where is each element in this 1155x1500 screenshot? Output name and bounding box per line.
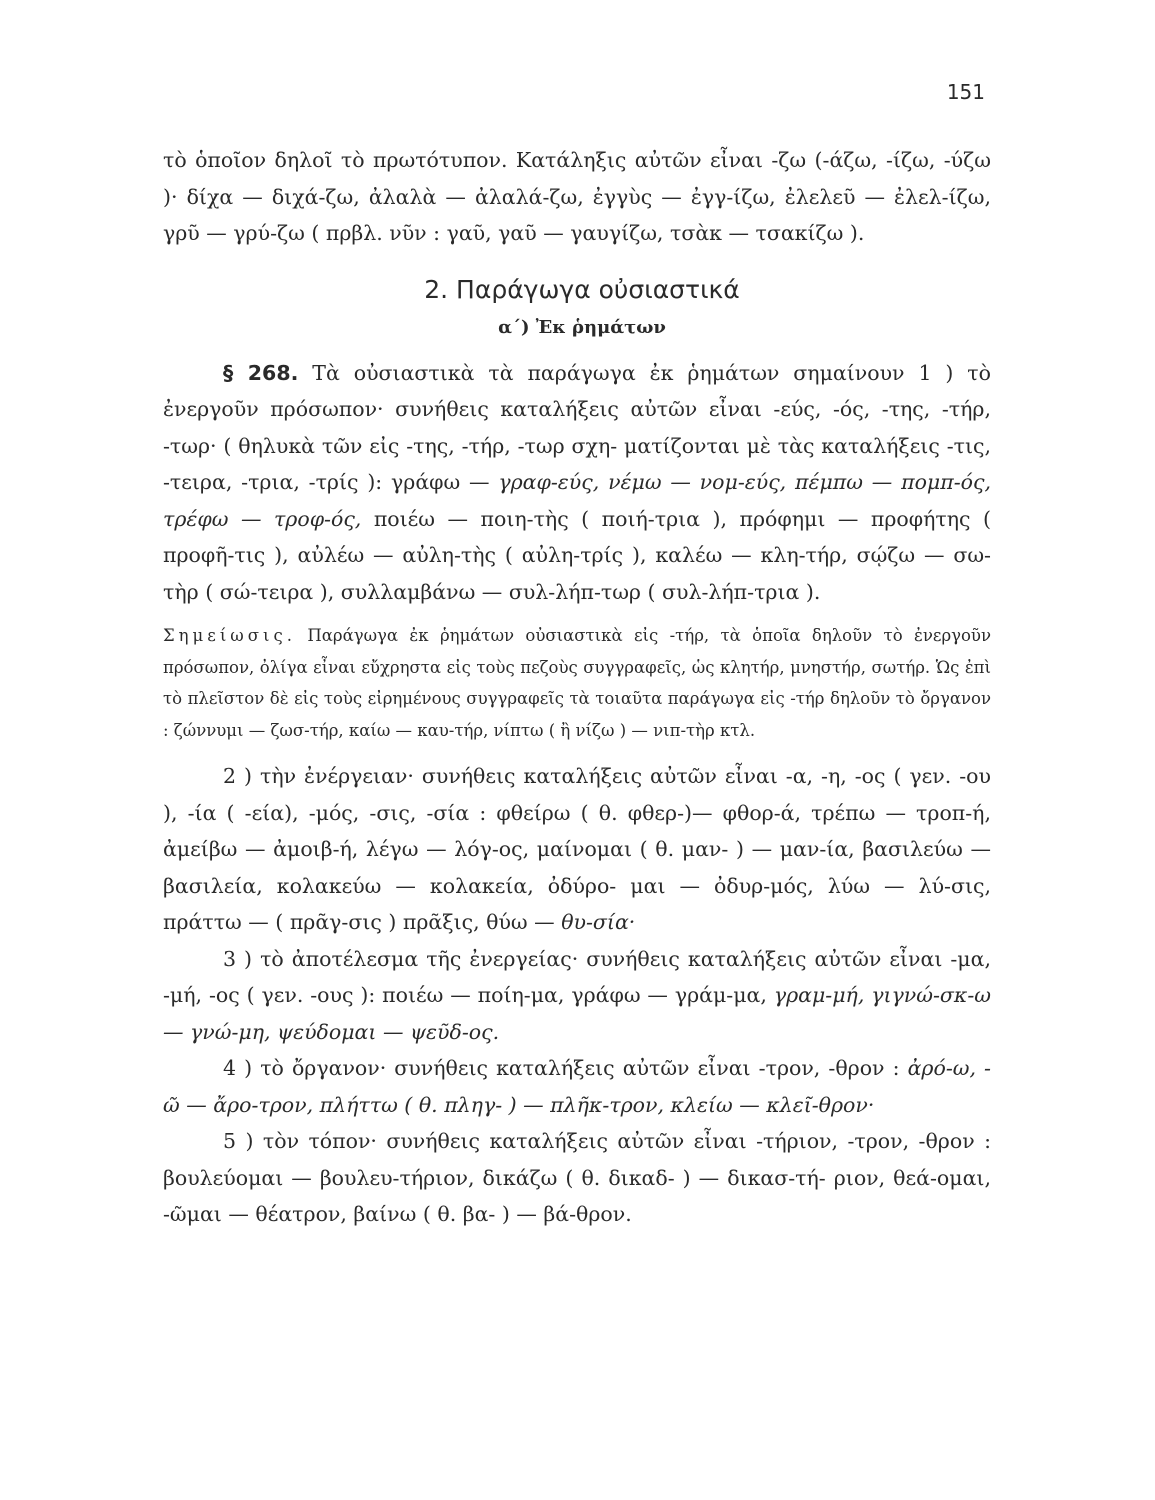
item-5-paragraph [163,1123,991,1233]
note-line: Παράγωγα ἐκ ῥημάτων οὐσιαστικὰ εἰς -τήρ, τὰ ὁποῖα [307,626,801,645]
text-line: ( σώ-τειρα ), συλλαμβάνω — συλ-λήπ-τωρ ( συλ-λήπ-τρια ). [205,579,821,604]
text-line: τσὰκ — τσακίζω ). [669,221,865,245]
text-line: κλεῖ-θρον· [766,1092,875,1117]
item-2-paragraph [163,758,991,941]
subsection-heading: α΄) Ἐκ ῥημάτων [498,317,666,338]
text-line: ριον, θεά-ομαι, -ῶμαι — θέατρον, βαίνω ( θ. βα- ) — βά-θρον. [163,1165,991,1226]
page-body [163,142,991,1233]
section-268-paragraph [163,355,991,611]
text-line: -εύς, -ός, -της, -τήρ, -τωρ· ( θηλυκὰ τῶν εἰς -της, -τήρ, -τωρ σχη- [163,397,991,458]
text-line: εἶναι -μα, -μή, -ος ( γεν. -ους ): ποιέω — ποίη-μα, γράφω — γράμ-μα, [163,946,991,1007]
text-line: 2 ) τὴν ἐνέργειαν· συνήθεις καταλήξεις αὐτῶν εἶναι -α, -η, -ος [223,764,886,788]
note-line: τὰ τοιαῦτα παράγωγα εἰς -τήρ δηλοῦν τὸ ὄργανον : ζώννυμι — ζωσ-τήρ, καίω — [163,689,991,740]
page-number: 151 [946,80,985,104]
note-line: δηλοῦν τὸ ἐνεργοῦν πρόσωπον, ὀλίγα εἶναι εὔχρηστα εἰς τοὺς πεζοὺς συγγραφεῖς, [163,626,991,677]
text-line: ἐλελεῦ — ἐλελ-ίζω, γρῦ — γρύ-ζω ( πρβλ. νῦν : γαῦ, γαῦ — γαυγίζω, [163,184,991,245]
text-line: τὸ ὁποῖον δηλοῖ τὸ πρωτότυπον. Κατάληξις αὐτῶν εἶναι -ζω (-άζω, [163,148,878,172]
text-line: μαν- ) — μαν-ία, βασιλεύω — βασιλεία, κολακεύω — κολακεία, ὀδύρο- [163,837,991,898]
intro-paragraph [163,142,991,252]
item-4-paragraph [163,1050,991,1123]
text-line: θυ-σία· [561,910,636,934]
text-line: ( γεν. -ου ), -ία ( -εία), -μός, -σις, -σία : φθείρω ( θ. φθερ-)— φθορ-ά, [163,764,991,825]
text-line: 5 ) τὸν τόπον· συνήθεις καταλήξεις αὐτῶν εἶναι -τήριον, -τρον, [223,1129,910,1153]
text-line: γραμ-μή, γιγνώ-σκ-ω — γνώ-μη, ψεύδομαι — ψεῦδ-ος. [163,983,991,1044]
text-line: -ίζω, -ύζω )· δίχα — διχά-ζω, ἀλαλὰ — ἀλαλά-ζω, ἐγγὺς — ἐγγ-ίζω, [163,148,991,209]
item-3-paragraph [163,941,991,1051]
note-line: ὡς κλητήρ, μνηστήρ, σωτήρ. Ὡς ἐπὶ τὸ πλεῖστον δὲ εἰς τοὺς εἰρημένους συγγραφεῖς [163,657,992,708]
text-line: ποιέω — ποιη-τὴς ( ποιή-τρια ), πρόφημι — προφήτης ( προφῆ-τις ), [163,506,991,567]
text-line: -θρον : βουλεύομαι — βουλευ-τήριον, δικάζω ( θ. δικαδ- ) — δικασ-τή- [163,1129,991,1190]
text-line: αὐλέω — αὐλη-τὴς ( αὐλη-τρίς ), καλέω — κλη-τήρ, σῴζω — σω-τὴρ [163,543,991,604]
text-line: ματίζονται μὲ τὰς καταλήξεις -τις, -τειρα, -τρια, -τρίς ): γράφω — [163,433,991,494]
note-paragraph [163,620,991,746]
text-line: ἀρό-ω, - ῶ — ἄρο-τρον, πλήττω ( θ. πληγ- ) — πλῆκ-τρον, κλείω — [163,1056,991,1117]
text-line: μαι — ὀδυρ-μός, λύω — λύ-σις, πράττω — ( πρᾶγ-σις ) πρᾶξις, θύω — [163,873,991,934]
text-line: Τὰ οὐσιαστικὰ τὰ παράγωγα ἐκ ῥημάτων σημαίνουν [312,360,905,385]
note-line: καυ-τήρ, νίπτω ( ἢ νίζω ) — νιπ-τὴρ κτλ. [417,720,756,740]
text-line: 4 ) τὸ ὄργανον· συνήθεις καταλήξεις αὐτῶν εἶναι -τρον, -θρον : [223,1056,900,1080]
note-label: Σημείωσις. [163,626,296,645]
text-line: γραφ-εύς, νέμω — νομ-εύς, πέμπω — πομπ-ός, τρέφω — τροφ-ός, [163,470,991,531]
section-heading: 2. Παράγωγα οὐσιαστικά [424,274,740,304]
text-line: 1 ) τὸ ἐνεργοῦν πρόσωπον· συνήθεις καταλήξεις αὐτῶν εἶναι [163,360,991,421]
section-number: § 268. [223,360,299,385]
text-line: 3 ) τὸ ἀποτέλεσμα τῆς ἐνεργείας· συνήθεις καταλήξεις αὐτῶν [223,946,882,971]
text-line: τρέπω — τροπ-ή, ἀμείβω — ἀμοιβ-ή, λέγω — λόγ-ος, μαίνομαι ( θ. [163,800,991,861]
